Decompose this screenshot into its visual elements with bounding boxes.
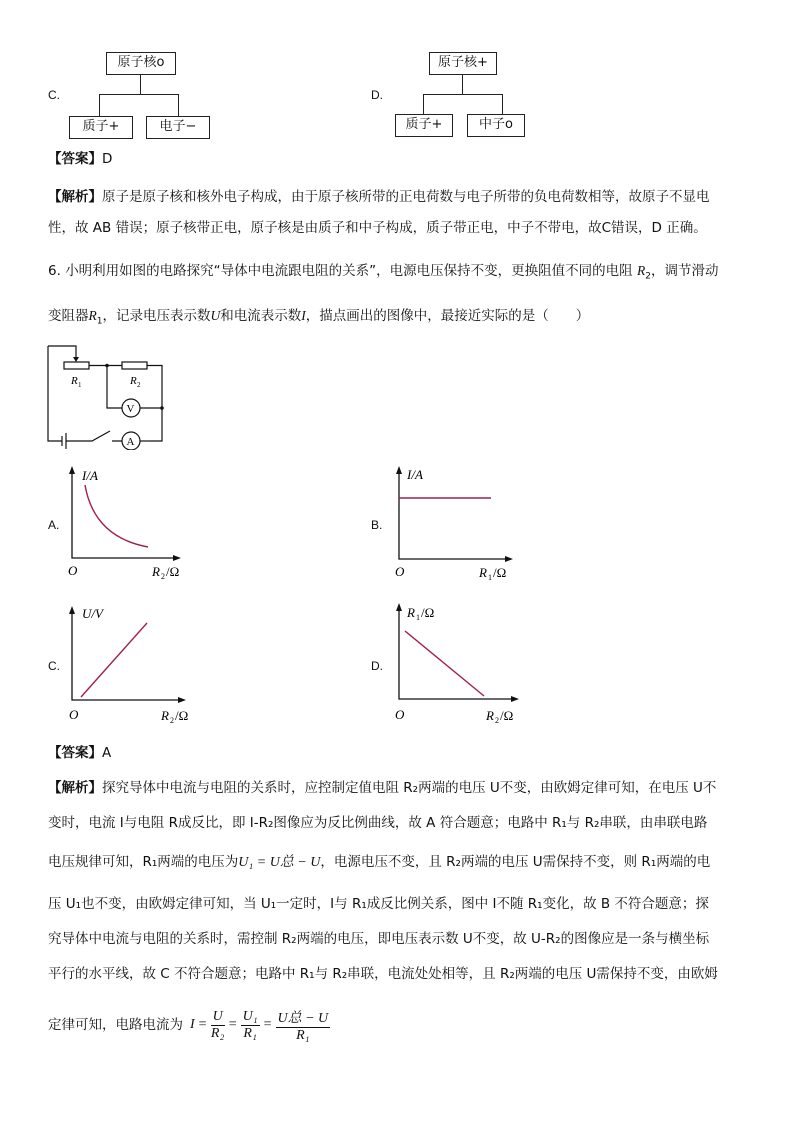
x-arrow bbox=[178, 697, 186, 703]
answer-value: D bbox=[102, 151, 113, 167]
analysis-label: 【解析】 bbox=[48, 780, 102, 796]
x-axis-sub: 2 bbox=[170, 716, 174, 725]
answer-label: 【答案】 bbox=[48, 745, 102, 761]
equals: = bbox=[263, 1017, 272, 1032]
var-r: R bbox=[636, 263, 646, 278]
axes bbox=[72, 611, 180, 700]
sub: 2 bbox=[645, 271, 651, 282]
tree-connector bbox=[423, 94, 503, 95]
q6-analysis-line6: 平行的水平线，故 C 不符合题意；电路中 R₁与 R₂串联，电流处处相等，且 R₂两端的电压 U需保持不变，由欧姆 bbox=[48, 966, 718, 982]
graph-a bbox=[60, 465, 195, 585]
tree-connector bbox=[99, 94, 179, 95]
denominator: R₁ bbox=[296, 1027, 310, 1043]
analysis-text: 探究导体中电流与电阻的关系时，应控制定值电阻 R₂两端的电压 U不变，由欧姆定律可知，在电压 U不 bbox=[102, 780, 717, 796]
voltmeter-label: V bbox=[126, 403, 135, 415]
answer-value: A bbox=[102, 745, 112, 761]
fraction-1 bbox=[211, 1009, 225, 1042]
graph-c-letter: C. bbox=[48, 659, 60, 673]
junction bbox=[105, 364, 109, 368]
answer-label: 【答案】 bbox=[48, 151, 102, 167]
option-d-letter: D. bbox=[371, 88, 383, 102]
x-axis-unit: /Ω bbox=[175, 708, 189, 723]
origin-label: O bbox=[395, 707, 405, 722]
tree-connector bbox=[462, 74, 463, 94]
tree-connector bbox=[140, 74, 141, 94]
battery bbox=[62, 433, 66, 449]
graph-b bbox=[387, 465, 522, 585]
x-axis-var: R bbox=[161, 708, 169, 723]
x-axis-sub: 1 bbox=[488, 573, 492, 582]
y-arrow bbox=[396, 466, 402, 474]
inverse-curve bbox=[85, 485, 148, 547]
option-c-letter: C. bbox=[48, 88, 60, 102]
r2-sub: 2 bbox=[137, 381, 141, 389]
x-arrow bbox=[505, 556, 513, 562]
question-text: 小明利用如图的电路探究“导体中电流跟电阻的关系”，电源电压保持不变，更换阻值不同的电阻 bbox=[65, 263, 633, 279]
r2-label: R bbox=[130, 375, 137, 387]
q5-analysis-line1 bbox=[48, 188, 710, 206]
q6-analysis-line5: 究导体中电流与电阻的关系时，需控制 R₂两端的电压，即电压表示数 U不变，故 U-R₂的图像应是一条与横坐标 bbox=[48, 931, 710, 947]
sub: 1 bbox=[96, 316, 103, 327]
analysis-text: ，电源电压不变，且 R₂两端的电压 U需保持不变，则 R₁两端的电 bbox=[320, 854, 711, 870]
var-i: I bbox=[301, 308, 306, 323]
decreasing-line bbox=[405, 631, 484, 696]
voltmeter-wire bbox=[107, 366, 122, 409]
r1-sub: 1 bbox=[78, 381, 82, 389]
formula-lhs: I bbox=[190, 1017, 195, 1032]
analysis-text: 原子是原子核和核外电子构成，由于原子核所带的正电荷数与电子所带的负电荷数相等，故原子不显电 bbox=[102, 189, 710, 205]
x-axis-sub: 2 bbox=[161, 572, 165, 581]
right-wire bbox=[147, 366, 162, 442]
y-axis-sub: 1 bbox=[416, 613, 420, 622]
numerator: U bbox=[212, 1008, 223, 1024]
x-arrow bbox=[173, 555, 181, 561]
q6-analysis-line7: 定律可知，电路电流为 bbox=[48, 1017, 183, 1033]
x-axis-var: R bbox=[152, 564, 160, 579]
tree-connector bbox=[502, 94, 503, 114]
question-text: ，调节滑动 bbox=[650, 263, 719, 279]
slider-wire bbox=[48, 346, 76, 358]
slider-arrow bbox=[73, 357, 79, 362]
y-arrow bbox=[396, 603, 402, 611]
x-axis-unit: /Ω bbox=[166, 564, 180, 579]
y-axis-label: U/V bbox=[82, 606, 103, 621]
axes bbox=[72, 471, 175, 558]
denominator: R₁ bbox=[243, 1025, 257, 1041]
graph-a-letter: A. bbox=[48, 518, 60, 532]
equals: = bbox=[198, 1017, 207, 1032]
tree-connector bbox=[99, 94, 100, 116]
junction bbox=[160, 406, 164, 410]
x-axis-var: R bbox=[479, 565, 487, 580]
r2-resistor bbox=[122, 362, 147, 369]
y-arrow bbox=[69, 466, 75, 474]
analysis-text: 电压规律可知，R₁两端的电压为 bbox=[48, 854, 239, 870]
question-number: 6. bbox=[48, 263, 61, 279]
q5-analysis-line2: 性，故 AB 错误；原子核带正电，原子核是由质子和中子构成，质子带正电，中子不带电，故C错误，D 正确。 bbox=[48, 220, 707, 236]
origin-label: O bbox=[69, 707, 79, 722]
ammeter-label: A bbox=[126, 436, 135, 448]
fraction-3 bbox=[276, 1007, 331, 1044]
q6-analysis-line4: 压 U₁也不变，由欧姆定律可知，当 U₁一定时，I与 R₁成反比例关系，图中 I不随 R₁变化，故 B 不符合题意；探 bbox=[48, 896, 709, 912]
graph-c bbox=[60, 605, 200, 725]
r1-label: R bbox=[71, 375, 78, 387]
numerator: U₁ bbox=[242, 1008, 258, 1024]
x-axis-var: R bbox=[486, 708, 494, 723]
tree-connector bbox=[178, 94, 179, 116]
electron-box: 电子− bbox=[146, 116, 210, 139]
voltage-formula: U₁ = U总 − U bbox=[238, 855, 321, 870]
tree-connector bbox=[423, 94, 424, 114]
q5-answer bbox=[48, 150, 112, 168]
numerator: U总 − U bbox=[276, 1007, 331, 1028]
question-text: 和电流表示数 bbox=[220, 308, 302, 324]
q6-line2 bbox=[48, 307, 589, 331]
nucleus-box: 原子核o bbox=[106, 52, 176, 75]
left-wire bbox=[48, 346, 62, 441]
proton-box: 质子+ bbox=[395, 114, 453, 137]
graph-d-letter: D. bbox=[371, 659, 383, 673]
q6-line1 bbox=[48, 262, 718, 286]
current-formula bbox=[190, 1003, 330, 1047]
x-axis-unit: /Ω bbox=[500, 708, 514, 723]
analysis-label: 【解析】 bbox=[48, 189, 102, 205]
question-text: ，描点画出的图像中，最接近实际的是（ ） bbox=[305, 308, 590, 324]
nucleus-box: 原子核+ bbox=[429, 52, 497, 75]
y-axis-var: R bbox=[407, 605, 415, 620]
circuit-diagram bbox=[40, 340, 170, 450]
var-r: R bbox=[88, 308, 97, 323]
neutron-box: 中子o bbox=[467, 114, 525, 137]
fraction-2 bbox=[241, 1009, 260, 1042]
denominator: R₂ bbox=[210, 1025, 225, 1041]
origin-label: O bbox=[395, 564, 405, 579]
x-arrow bbox=[511, 696, 519, 702]
q6-analysis-line3 bbox=[48, 853, 710, 872]
x-axis-unit: /Ω bbox=[493, 565, 507, 580]
proton-box: 质子+ bbox=[69, 116, 133, 139]
x-axis-sub: 2 bbox=[495, 716, 499, 725]
question-text: ，记录电压表示数 bbox=[102, 308, 211, 324]
y-axis-label: I/A bbox=[407, 467, 423, 482]
axes bbox=[399, 471, 507, 559]
y-axis-label: I/A bbox=[82, 468, 98, 483]
y-arrow bbox=[69, 606, 75, 614]
graph-d bbox=[387, 600, 527, 725]
y-axis-unit: /Ω bbox=[421, 605, 435, 620]
q6-analysis-line2: 变时，电流 I与电阻 R成反比，即 I-R₂图像应为反比例曲线，故 A 符合题意；电路中 R₁与 R₂串联，由串联电路 bbox=[48, 815, 708, 831]
proportional-line bbox=[81, 623, 147, 697]
origin-label: O bbox=[68, 563, 78, 578]
var-u: U bbox=[210, 308, 221, 323]
graph-b-letter: B. bbox=[371, 518, 383, 532]
q6-analysis-line1 bbox=[48, 779, 716, 797]
r1-resistor bbox=[64, 362, 89, 369]
question-text: 变阻器 bbox=[48, 308, 89, 324]
switch bbox=[66, 431, 122, 441]
q6-answer bbox=[48, 744, 111, 762]
equals: = bbox=[228, 1017, 237, 1032]
